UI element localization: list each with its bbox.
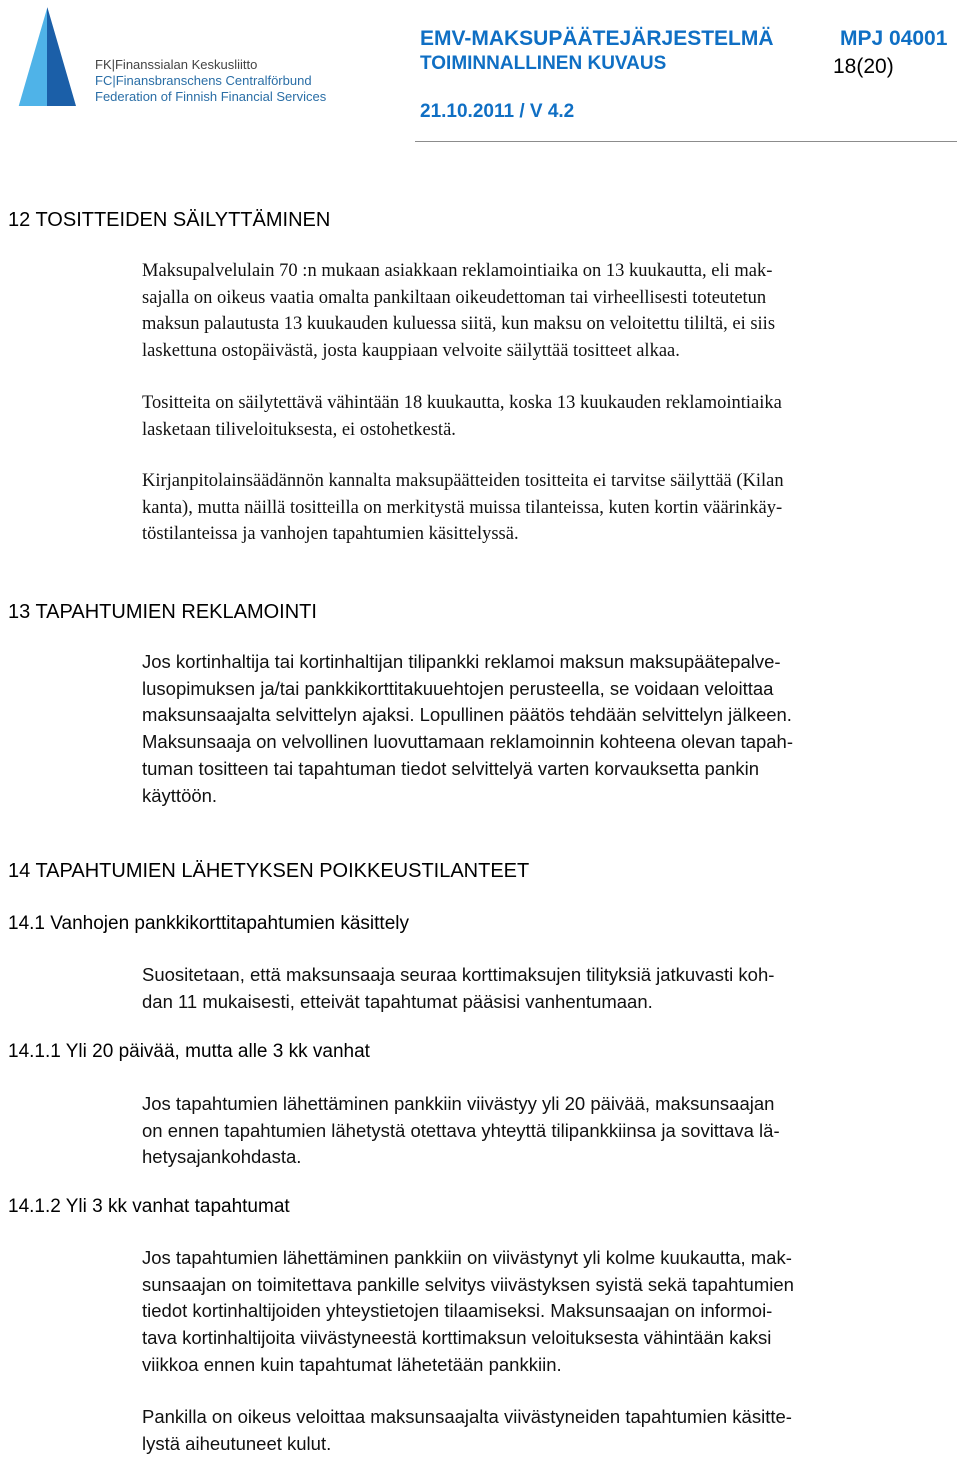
section-14-heading: 14 TAPAHTUMIEN LÄHETYKSEN POIKKEUSTILANTEET xyxy=(8,860,530,882)
section-13-heading: 13 TAPAHTUMIEN REKLAMOINTI xyxy=(8,601,317,623)
text-line: Maksunsaaja on velvollinen luovuttamaan reklamoinnin kohteena olevan tapah- xyxy=(142,731,793,753)
text-line: käyttöön. xyxy=(142,784,218,806)
text-line: sunsaajan on toimitettava pankille selvitys viivästyksen syistä sekä tapahtumien xyxy=(142,1273,794,1295)
text-line: laskettuna ostopäivästä, josta kauppiaan velvoite säilyttää tositteet alkaa. xyxy=(142,340,680,361)
document-subtitle: TOIMINNALLINEN KUVAUS xyxy=(420,53,667,74)
text-line: Maksupalvelulain 70 :n mukaan asiakkaan reklamointiaika on 13 kuukautta, eli mak- xyxy=(142,261,773,281)
text-line: tuman tositteen tai tapahtuman tiedot selvittelyä varten korvauksetta pankin xyxy=(142,757,760,779)
text-line: viikkoa ennen kuin tapahtumat lähetetään pankkiin. xyxy=(142,1353,562,1375)
header-divider xyxy=(415,141,957,142)
page-number: 18(20) xyxy=(833,55,894,78)
section-14-1-heading: 14.1 Vanhojen pankkikorttitapahtumien käsittely xyxy=(8,913,410,934)
text-line: lystä aiheutuneet kulut. xyxy=(142,1432,332,1454)
section-13-paragraph-1 xyxy=(142,649,942,809)
text-line: tiedot kortinhaltijoiden yhteystietojen tilaamiseksi. Maksunsaajan on informoi- xyxy=(142,1300,773,1322)
text-line: maksunsaajalta selvittelyn ajaksi. Lopullinen päätös tehdään selvittelyn jälkeen. xyxy=(142,704,792,726)
document-date-version: 21.10.2011 / V 4.2 xyxy=(420,101,575,122)
section-14-1-2-paragraph-1 xyxy=(142,1245,942,1379)
section-14-1-1-heading: 14.1.1 Yli 20 päivää, mutta alle 3 kk vanhat xyxy=(8,1041,370,1062)
text-line: hetysajankohdasta. xyxy=(142,1146,302,1168)
document-title: EMV-MAKSUPÄÄTEJÄRJESTELMÄ xyxy=(420,27,774,50)
section-12-heading: 12 TOSITTEIDEN SÄILYTTÄMINEN xyxy=(8,209,331,231)
text-line: Tositteita on säilytettävä vähintään 18 kuukautta, koska 13 kuukauden reklamointiaika xyxy=(142,393,782,413)
section-14-1-2-paragraph-2 xyxy=(142,1404,942,1457)
section-12-paragraph-2 xyxy=(142,390,942,443)
text-line: tava kortinhaltijoita viivästyneestä korttimaksun veloituksesta vähintään kaksi xyxy=(142,1327,772,1349)
section-12-paragraph-1 xyxy=(142,258,942,364)
text-line: Pankilla on oikeus veloittaa maksunsaajalta viivästyneiden tapahtumien käsitte- xyxy=(142,1406,792,1427)
text-line: Jos tapahtumien lähettäminen pankkiin viivästyy yli 20 päivää, maksunsaajan xyxy=(142,1093,775,1114)
section-14-1-2-heading: 14.1.2 Yli 3 kk vanhat tapahtumat xyxy=(8,1196,290,1217)
text-line: kanta), mutta näillä tositteilla on merkitystä muissa tilanteissa, kuten kortin väärinkäy- xyxy=(142,497,783,518)
text-line: sajalla on oikeus vaatia omalta pankiltaan oikeudettoman tai virheellisesti toteutetun xyxy=(142,287,767,308)
text-line: on ennen tapahtumien lähetystä otettava yhteyttä tilipankkiinsa ja sovittava lä- xyxy=(142,1119,780,1141)
document-code: MPJ 04001 xyxy=(840,27,948,50)
text-line: töstilanteissa ja vanhojen tapahtumien käsittelyssä. xyxy=(142,524,519,544)
text-line: Jos kortinhaltija tai kortinhaltijan tilipankki reklamoi maksun maksupäätepalve- xyxy=(142,651,781,672)
text-line: Jos tapahtumien lähettäminen pankkiin on viivästynyt yli kolme kuukautta, mak- xyxy=(142,1247,792,1268)
text-line: lasketaan tiliveloituksesta, ei ostohetkestä. xyxy=(142,419,456,440)
text-line: dan 11 mukaisesti, etteivät tapahtumat pääsisi vanhentumaan. xyxy=(142,990,653,1012)
text-line: maksun palautusta 13 kuukauden kuluessa siitä, kun maksu on veloitettu tililtä, ei siis xyxy=(142,314,776,334)
organization-name-sv: FC|Finansbranschens Centralförbund xyxy=(95,73,312,88)
section-14-1-1-paragraph-1 xyxy=(142,1091,942,1171)
fk-logo-icon xyxy=(14,6,80,106)
organization-name-en: Federation of Finnish Financial Services xyxy=(95,89,327,104)
section-12-paragraph-3 xyxy=(142,468,942,548)
organization-name-fi: FK|Finanssialan Keskusliitto xyxy=(95,57,258,72)
text-line: Kirjanpitolainsäädännön kannalta maksupäätteiden tositteita ei tarvitse säilyttää (Kilan xyxy=(142,471,784,491)
text-line: Suositetaan, että maksunsaaja seuraa korttimaksujen tilityksiä jatkuvasti koh- xyxy=(142,964,775,985)
section-14-1-paragraph-1 xyxy=(142,962,942,1015)
text-line: lusopimuksen ja/tai pankkikorttitakuuehtojen perusteella, se voidaan veloittaa xyxy=(142,677,774,699)
